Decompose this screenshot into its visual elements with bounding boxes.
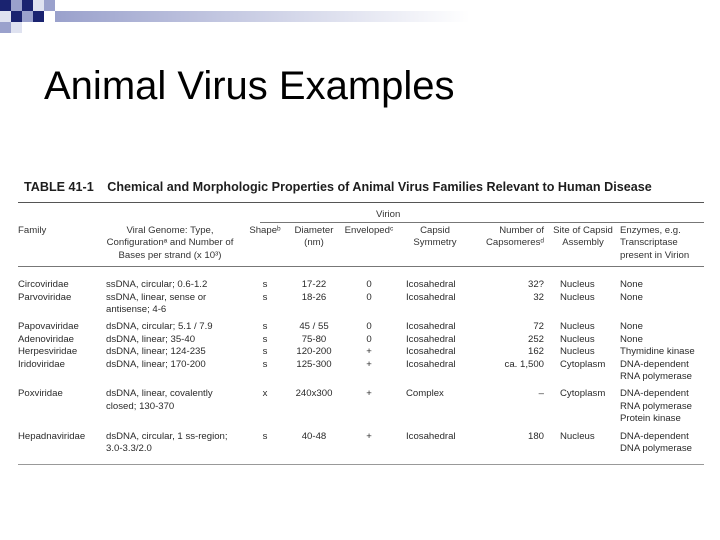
cell-symmetry: Icosahedral — [406, 358, 456, 370]
col-header-family: Family — [18, 225, 47, 236]
cell-site: Nucleus — [560, 333, 595, 345]
cell-enveloped: + — [366, 346, 372, 358]
group-header-rule — [260, 222, 704, 223]
decor-square — [22, 11, 33, 22]
table-row — [18, 279, 704, 291]
cell-enveloped: 0 — [366, 279, 372, 291]
decor-square — [33, 11, 44, 22]
cell-enveloped: 0 — [366, 321, 372, 333]
cell-family: Adenoviridae — [18, 333, 75, 345]
cell-shape: s — [262, 291, 268, 303]
cell-family: Papovaviridae — [18, 321, 79, 333]
group-header-row — [18, 203, 704, 223]
cell-symmetry: Icosahedral — [406, 430, 456, 442]
cell-enzymes: None — [620, 333, 643, 345]
cell-site: Nucleus — [560, 430, 595, 442]
cell-site: Nucleus — [560, 321, 595, 333]
group-header-virion: Virion — [376, 209, 401, 220]
table-row — [18, 426, 704, 456]
cell-capsomeres: – — [538, 388, 544, 400]
cell-shape: s — [262, 333, 268, 345]
virus-properties-table — [18, 223, 704, 456]
decor-square — [22, 0, 33, 11]
cell-diameter: 125-300 — [296, 358, 332, 370]
cell-diameter: 75-80 — [301, 333, 327, 345]
cell-capsomeres: 180 — [527, 430, 544, 442]
col-header-site: Site of Capsid Assembly — [553, 225, 613, 249]
cell-enzymes: None — [620, 291, 643, 303]
header-bottom-rule — [18, 266, 704, 267]
decor-square — [44, 0, 55, 11]
table-body — [18, 279, 704, 455]
table-row — [18, 334, 704, 346]
decor-square — [11, 22, 22, 33]
cell-enzymes: DNA-dependent RNA polymerase Protein kinase — [620, 388, 692, 425]
cell-family: Poxviridae — [18, 388, 63, 400]
col-header-enzymes: Enzymes, e.g. Transcriptase present in Virion — [620, 225, 690, 261]
cell-enzymes: None — [620, 321, 643, 333]
decor-square — [11, 11, 22, 22]
cell-symmetry: Icosahedral — [406, 279, 456, 291]
cell-genome: dsDNA, linear, covalently closed; 130-370 — [106, 388, 213, 412]
cell-site: Nucleus — [560, 291, 595, 303]
cell-diameter: 18-26 — [301, 291, 327, 303]
virus-table-figure — [18, 178, 704, 465]
table-bottom-rule — [18, 464, 704, 465]
cell-enveloped: 0 — [366, 333, 372, 345]
cell-enveloped: 0 — [366, 291, 372, 303]
decor-square — [33, 0, 44, 11]
col-header-enveloped: Envelopedᶜ — [344, 225, 394, 236]
cell-site: Nucleus — [560, 346, 595, 358]
col-header-capsomeres: Number of Capsomeresᵈ — [485, 225, 544, 249]
cell-enzymes: DNA-dependent RNA polymerase — [620, 358, 692, 383]
cell-family: Hepadnaviridae — [18, 430, 86, 442]
cell-shape: s — [262, 279, 268, 291]
cell-symmetry: Icosahedral — [406, 291, 456, 303]
cell-genome: dsDNA, linear; 170-200 — [106, 358, 206, 370]
cell-diameter: 240x300 — [295, 388, 333, 400]
cell-diameter: 17-22 — [301, 279, 327, 291]
cell-enveloped: + — [366, 430, 372, 442]
cell-symmetry: Icosahedral — [406, 321, 456, 333]
decor-square — [11, 0, 22, 11]
cell-capsomeres: 252 — [527, 333, 544, 345]
cell-site: Cytoplasm — [560, 388, 606, 400]
cell-genome: ssDNA, circular; 0.6-1.2 — [106, 279, 208, 291]
cell-genome: dsDNA, circular, 1 ss-region; 3.0-3.3/2.0 — [106, 430, 228, 455]
cell-shape: s — [262, 346, 268, 358]
cell-shape: s — [262, 430, 268, 442]
cell-enzymes: DNA-dependent DNA polymerase — [620, 430, 692, 455]
table-caption-text: Chemical and Morphologic Properties of Animal Virus Families Relevant to Human Disease — [107, 180, 652, 194]
cell-genome: dsDNA, linear; 124-235 — [106, 346, 206, 358]
cell-site: Cytoplasm — [560, 358, 606, 370]
cell-shape: s — [262, 358, 268, 370]
cell-enveloped: + — [366, 388, 372, 400]
cell-genome: dsDNA, circular; 5.1 / 7.9 — [106, 321, 213, 333]
decor-square — [0, 11, 11, 22]
cell-shape: x — [262, 388, 268, 400]
cell-capsomeres: ca. 1,500 — [504, 358, 544, 370]
col-header-diameter: Diameter (nm) — [294, 225, 334, 249]
col-header-shape: Shapeᵇ — [249, 225, 281, 236]
cell-symmetry: Complex — [406, 388, 444, 400]
table-number: TABLE 41-1 — [24, 180, 94, 194]
cell-diameter: 40-48 — [301, 430, 327, 442]
cell-capsomeres: 162 — [527, 346, 544, 358]
cell-capsomeres: 32 — [533, 291, 544, 303]
table-caption — [18, 178, 704, 202]
table-row — [18, 359, 704, 384]
cell-genome: ssDNA, linear, sense or antisense; 4-6 — [106, 291, 207, 316]
table-row — [18, 316, 704, 333]
table-header-row — [18, 223, 704, 266]
cell-family: Circoviridae — [18, 279, 69, 291]
cell-enzymes: Thymidine kinase — [620, 346, 695, 358]
cell-capsomeres: 72 — [533, 321, 544, 333]
col-header-symmetry: Capsid Symmetry — [413, 225, 457, 249]
cell-capsomeres: 32? — [527, 279, 544, 291]
cell-enveloped: + — [366, 358, 372, 370]
slide-title: Animal Virus Examples — [44, 64, 455, 108]
table-row — [18, 346, 704, 358]
title-decoration — [0, 0, 470, 34]
cell-enzymes: None — [620, 279, 643, 291]
cell-symmetry: Icosahedral — [406, 346, 456, 358]
cell-site: Nucleus — [560, 279, 595, 291]
table-row — [18, 292, 704, 317]
cell-symmetry: Icosahedral — [406, 333, 456, 345]
table-row — [18, 383, 704, 425]
cell-family: Iridoviridae — [18, 358, 65, 370]
cell-genome: dsDNA, linear; 35-40 — [106, 333, 196, 345]
cell-diameter: 45 / 55 — [299, 321, 329, 333]
col-header-genome: Viral Genome: Type, Configurationᵃ and Number of Bases per strand (x 10³) — [106, 225, 234, 261]
decor-gradient-band — [55, 11, 470, 22]
decor-square — [0, 22, 11, 33]
cell-family: Parvoviridae — [18, 291, 72, 303]
cell-shape: s — [262, 321, 268, 333]
cell-diameter: 120-200 — [296, 346, 332, 358]
cell-family: Herpesviridae — [18, 346, 78, 358]
decor-square — [0, 0, 11, 11]
